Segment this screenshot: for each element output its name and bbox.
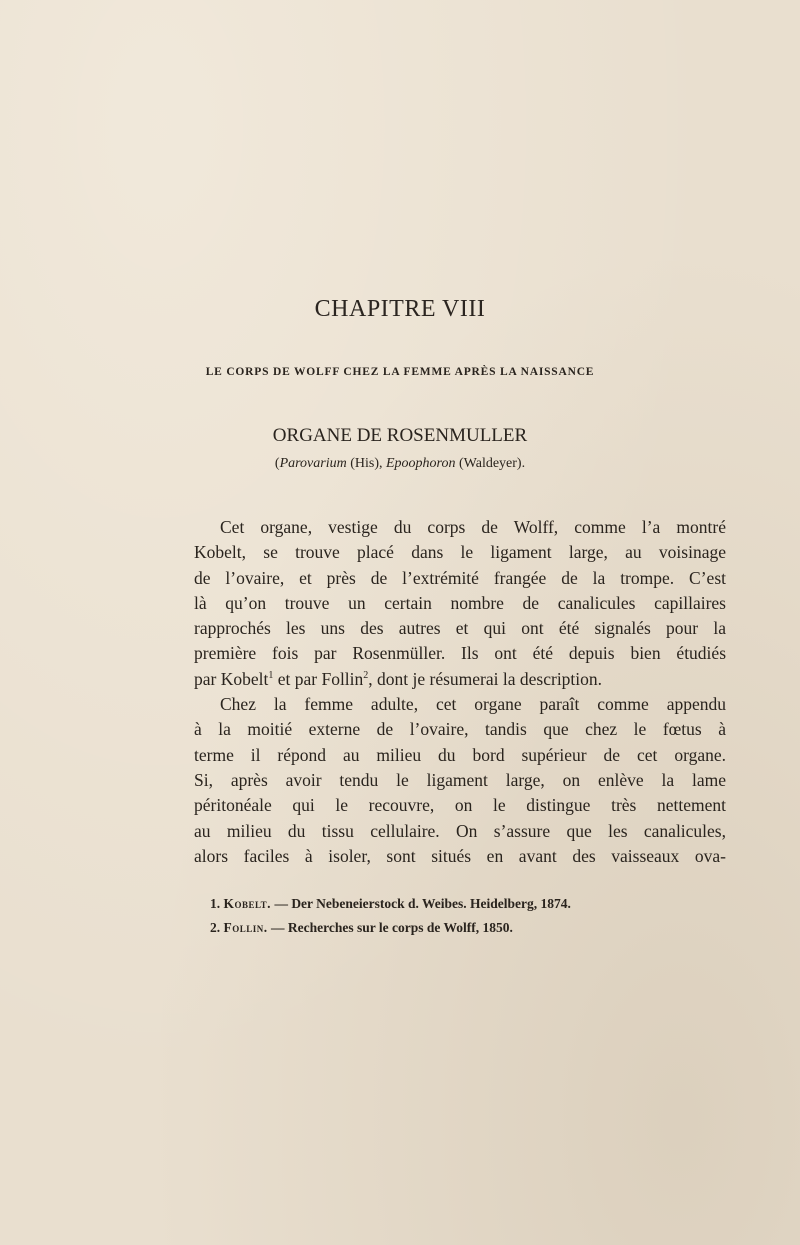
section-subtitle <box>0 456 800 472</box>
body-line: là qu’on trouve un certain nombre de canalicules capillaires <box>194 592 726 613</box>
body-line <box>194 667 726 692</box>
body-line-part: et par Follin <box>273 668 364 689</box>
body-line: Chez la femme adulte, cet organe paraît comme appendu <box>220 694 726 715</box>
body-line: rapprochés les uns des autres et qui ont été signalés pour la <box>194 618 726 639</box>
subtitle-open: ( <box>274 456 280 471</box>
body-line: Kobelt, se trouve placé dans le ligament large, au voisinage <box>194 542 726 563</box>
footnote-1 <box>210 892 726 916</box>
subtitle-author-his: (His), <box>346 456 386 471</box>
body-line: alors faciles à isoler, sont situés en avant des vaisseaux ova- <box>194 845 726 866</box>
footnote-text: — Der Nebeneierstock d. Weibes. Heidelberg, 1874. <box>271 896 571 911</box>
footnote-ref-2: 2 <box>363 669 369 681</box>
body-line: première fois par Rosenmüller. Ils ont été depuis bien étudiés <box>194 643 726 664</box>
body-line: terme il répond au milieu du bord supérieur de cet organe. <box>194 744 726 765</box>
body-line: péritonéale qui le recouvre, on le distingue très nettement <box>194 795 726 816</box>
subtitle-term-parovarium: Parovarium <box>279 456 347 471</box>
subtitle-term-epoophoron: Epoophoron <box>386 456 456 471</box>
footnote-author: Follin. <box>223 920 268 935</box>
body-line-part: par Kobelt <box>194 668 269 689</box>
chapter-title: CHAPITRE VIII <box>314 296 486 322</box>
chapter-subtitle: LE CORPS DE WOLFF CHEZ LA FEMME APRÈS LA NAISSANCE <box>205 366 595 378</box>
section-title: ORGANE DE ROSENMULLER <box>272 425 528 446</box>
subtitle-author-waldeyer: (Waldeyer). <box>455 456 526 471</box>
footnote-number: 2. <box>210 920 224 935</box>
body-line-part: , dont je résumerai la description. <box>368 668 603 689</box>
body-line: Si, après avoir tendu le ligament large, on enlève la lame <box>194 769 726 790</box>
body-text <box>194 515 726 869</box>
footnote-ref-1: 1 <box>268 669 274 681</box>
footnote-author: Kobelt. <box>223 896 272 911</box>
body-line: au milieu du tissu cellulaire. On s’assure que les canalicules, <box>194 820 726 841</box>
body-line: à la moitié externe de l’ovaire, tandis que chez le fœtus à <box>194 719 726 740</box>
body-line: Cet organe, vestige du corps de Wolff, comme l’a montré <box>220 517 726 537</box>
footnote-text: — Recherches sur le corps de Wolff, 1850. <box>267 920 513 935</box>
footnote-number: 1. <box>210 896 224 911</box>
footnote-2 <box>210 916 726 940</box>
footnotes <box>210 892 726 940</box>
body-line: de l’ovaire, et près de l’extrémité frangée de la trompe. C’est <box>194 567 726 588</box>
